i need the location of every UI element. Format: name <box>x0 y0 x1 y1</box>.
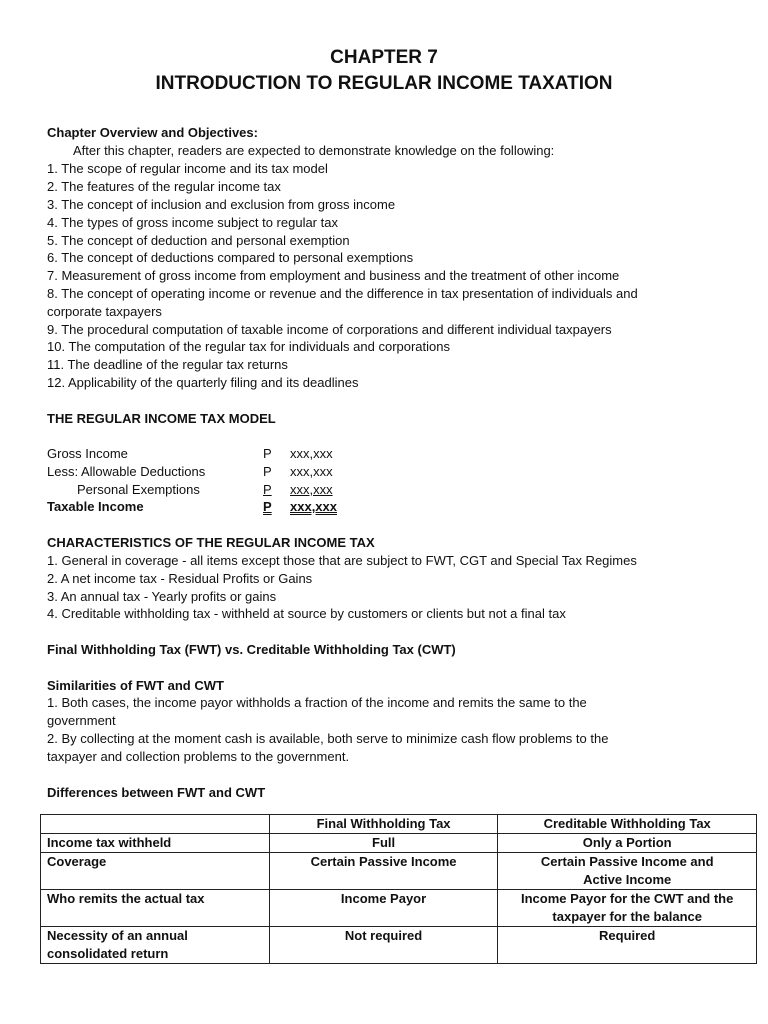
table-cell: Full <box>269 834 498 853</box>
model-amount: xxx,xxx <box>290 482 333 497</box>
table-cell: Income tax withheld <box>41 834 270 853</box>
objective-item: 3. The concept of inclusion and exclusion from gross income <box>47 197 396 212</box>
characteristic-item: 3. An annual tax - Yearly profits or gains <box>47 589 277 604</box>
characteristic-item: 2. A net income tax - Residual Profits or Gains <box>47 571 313 586</box>
chapter-number: CHAPTER 7 <box>330 47 438 68</box>
objective-item: 9. The procedural computation of taxable income of corporations and different individual taxpayers <box>47 322 612 337</box>
objective-item: 1. The scope of regular income and its tax model <box>47 161 328 176</box>
table-header-cell: Creditable Withholding Tax <box>498 815 757 834</box>
table-cell: Only a Portion <box>498 834 757 853</box>
similarity-line: taxpayer and collection problems to the government. <box>47 749 350 764</box>
objective-item: 5. The concept of deduction and personal exemption <box>47 233 350 248</box>
model-row-allowable-deductions <box>47 463 347 481</box>
model-row-taxable-income <box>47 498 347 516</box>
table-header-cell <box>41 815 270 834</box>
objective-item: 10. The computation of the regular tax for individuals and corporations <box>47 339 450 354</box>
objective-item: 4. The types of gross income subject to regular tax <box>47 215 338 230</box>
table-cell: Income Payor <box>269 890 498 927</box>
characteristic-item: 1. General in coverage - all items except those that are subject to FWT, CGT and Special Tax Regimes <box>47 553 637 568</box>
model-currency: P <box>263 446 272 461</box>
model-row-gross-income <box>47 445 347 463</box>
similarity-line: 1. Both cases, the income payor withholds a fraction of the income and remits the same to the <box>47 695 587 710</box>
objective-item: 11. The deadline of the regular tax returns <box>47 357 288 372</box>
table-cell: Income Payor for the CWT and the taxpayer for the balance <box>498 890 757 927</box>
objective-item: 7. Measurement of gross income from employment and business and the treatment of other income <box>47 268 620 283</box>
characteristic-item: 4. Creditable withholding tax - withheld at source by customers or clients but not a final tax <box>47 606 566 621</box>
objective-item: 6. The concept of deductions compared to personal exemptions <box>47 250 414 265</box>
similarity-line: government <box>47 713 116 728</box>
table-header-cell: Final Withholding Tax <box>269 815 498 834</box>
table-cell: Coverage <box>41 853 270 890</box>
model-currency: P <box>263 482 272 497</box>
model-amount: xxx,xxx <box>290 464 333 479</box>
table-cell: Not required <box>269 927 498 964</box>
tax-model-heading: THE REGULAR INCOME TAX MODEL <box>47 411 276 426</box>
chapter-title: INTRODUCTION TO REGULAR INCOME TAXATION <box>155 73 613 94</box>
differences-heading: Differences between FWT and CWT <box>47 785 266 800</box>
overview-heading: Chapter Overview and Objectives: <box>47 125 258 140</box>
model-label: Gross Income <box>47 446 128 461</box>
fwt-vs-cwt-heading: Final Withholding Tax (FWT) vs. Creditable Withholding Tax (CWT) <box>47 642 456 657</box>
model-row-personal-exemptions <box>47 481 347 499</box>
objective-item: 8. The concept of operating income or revenue and the difference in tax presentation of individuals and <box>47 286 638 301</box>
model-label: Personal Exemptions <box>77 482 200 497</box>
model-amount: xxx,xxx <box>290 499 337 514</box>
table-row <box>41 890 757 927</box>
similarity-line: 2. By collecting at the moment cash is available, both serve to minimize cash flow problems to the <box>47 731 609 746</box>
table-cell: Required <box>498 927 757 964</box>
table-row <box>41 834 757 853</box>
overview-intro: After this chapter, readers are expected to demonstrate knowledge on the following: <box>73 143 555 158</box>
table-cell: Who remits the actual tax <box>41 890 270 927</box>
objective-item-continued: corporate taxpayers <box>47 304 162 319</box>
table-row <box>41 853 757 890</box>
differences-table <box>40 814 757 964</box>
characteristics-heading: CHARACTERISTICS OF THE REGULAR INCOME TAX <box>47 535 375 550</box>
model-label: Taxable Income <box>47 499 144 514</box>
similarities-heading: Similarities of FWT and CWT <box>47 678 224 693</box>
objective-item: 12. Applicability of the quarterly filing and its deadlines <box>47 375 359 390</box>
model-amount: xxx,xxx <box>290 446 333 461</box>
table-cell: Certain Passive Income and Active Income <box>498 853 757 890</box>
model-label: Less: Allowable Deductions <box>47 464 206 479</box>
table-row <box>41 927 757 964</box>
model-currency: P <box>263 499 272 514</box>
objective-item: 2. The features of the regular income tax <box>47 179 281 194</box>
model-currency: P <box>263 464 272 479</box>
table-cell: Certain Passive Income <box>269 853 498 890</box>
table-cell: Necessity of an annual consolidated return <box>41 927 270 964</box>
table-header-row <box>41 815 757 834</box>
